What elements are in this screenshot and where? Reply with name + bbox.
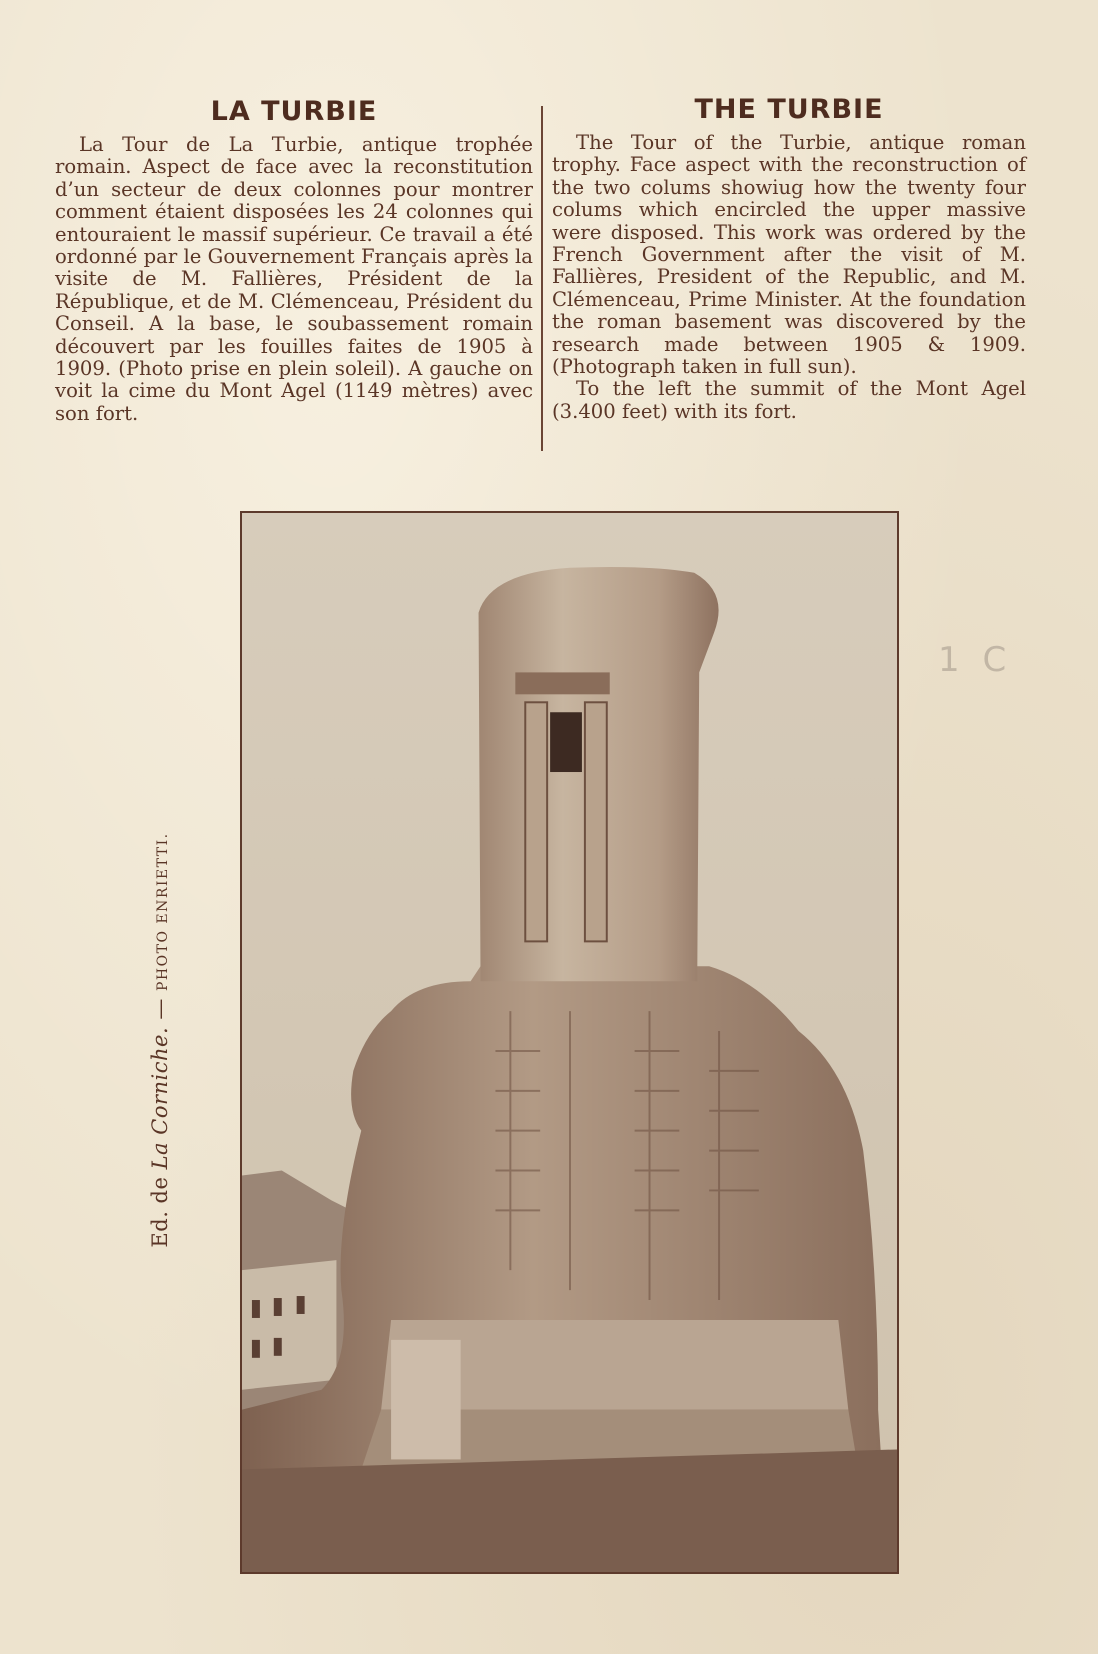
french-column	[55, 96, 533, 425]
column-divider	[541, 106, 543, 451]
english-heading: THE TURBIE	[694, 94, 884, 125]
column-right	[585, 702, 607, 941]
tower-illustration	[242, 513, 897, 1572]
english-paragraph-2: To the left the summit of the Mont Agel (3.400 feet) with its fort.	[552, 377, 1026, 423]
english-paragraph-1: The Tour of the Turbie, antique roman trophy. Face aspect with the reconstruction of the two colums showiug how the twenty four colums which encircled the upper massive were disposed. This work was ordered by the French Government after the visit of M. Fallières, President of the Republic, and M. Clémenceau, Prime Minister. At the foundation the roman basement was discovered by the research made between 1905 & 1909. (Photograph taken in full sun).	[552, 131, 1026, 379]
column-left	[525, 702, 547, 941]
house	[242, 1260, 336, 1390]
entablature	[515, 672, 609, 694]
english-text	[552, 132, 1026, 423]
foreground	[242, 1449, 897, 1572]
french-paragraph: La Tour de La Turbie, antique trophée romain. Aspect de face avec la reconstitution d’un secteur de deux colonnes pour montrer comment étaient disposées les 24 colonnes qui entouraient le massif supérieur. Ce travail a été ordonné par le Gouvernement Français après la visite de M. Fallières, Président de la République, et de M. Clémenceau, Président du Conseil. A la base, le soubassement romain découvert par les fouilles faites de 1905 à 1909. (Photo prise en plein soleil). A gauche on voit la cime du Mont Agel (1149 mètres) avec son fort.	[55, 133, 533, 425]
french-text	[55, 134, 533, 425]
niche-opening	[550, 712, 582, 772]
photo-credit	[148, 832, 172, 1247]
credit-publisher: La Corniche.	[148, 1026, 172, 1170]
credit-prefix: Ed. de	[148, 1169, 172, 1248]
french-heading: LA TURBIE	[210, 96, 378, 127]
english-column	[552, 96, 1026, 423]
pencil-mark: 1 C	[938, 640, 1013, 680]
plinth	[391, 1340, 461, 1460]
credit-photographer: PHOTO ENRIETTI.	[155, 832, 171, 991]
credit-separator: —	[148, 991, 172, 1027]
tower-photograph	[240, 511, 899, 1574]
